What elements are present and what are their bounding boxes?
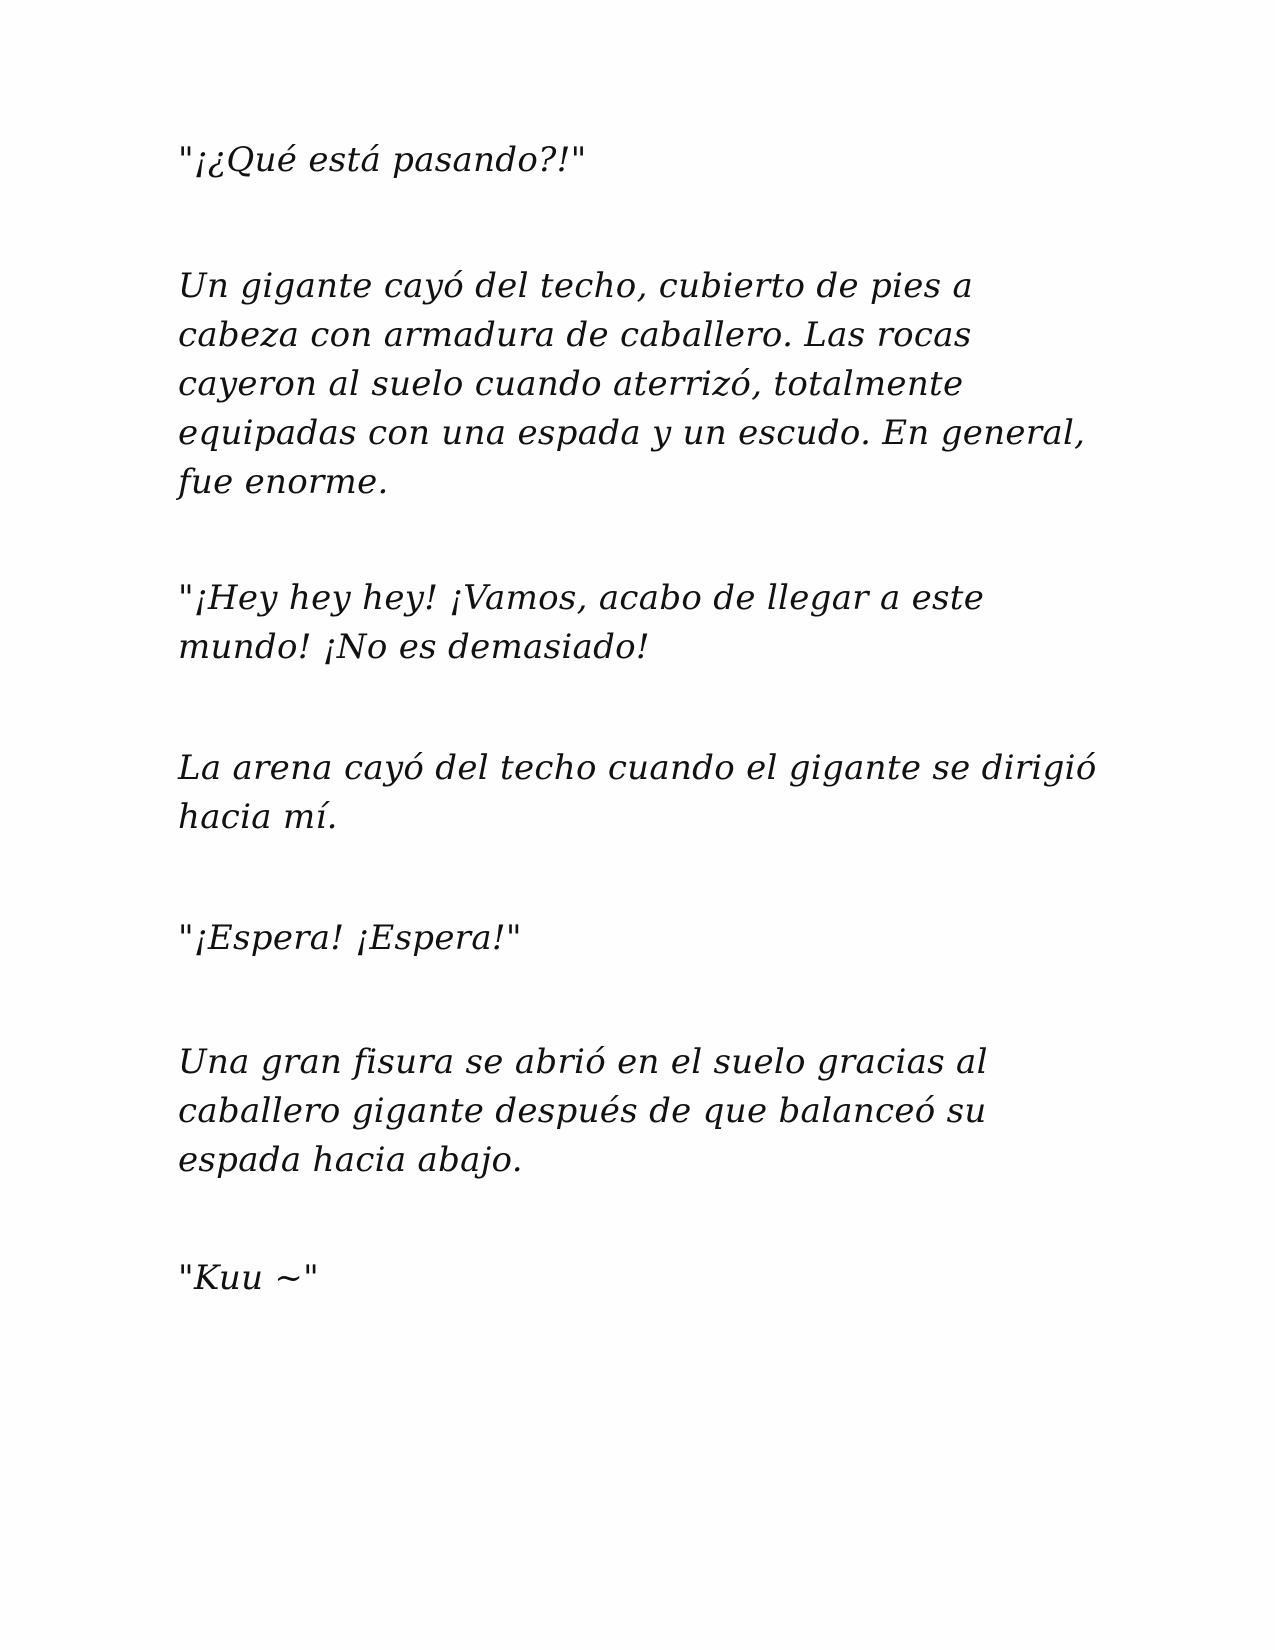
text-line: "Kuu ~"	[178, 1258, 320, 1298]
narration-paragraph	[178, 262, 1118, 507]
text-line: cabeza con armadura de caballero. Las rocas	[178, 315, 972, 355]
text-line: hacia mí.	[178, 797, 338, 837]
text-line: equipadas con una espada y un escudo. En general,	[178, 413, 1086, 453]
narration-paragraph	[178, 1038, 1118, 1185]
text-line: Un gigante cayó del techo, cubierto de pies a	[178, 266, 974, 306]
narration-paragraph	[178, 744, 1118, 842]
dialogue-paragraph	[178, 914, 1118, 963]
text-line: fue enorme.	[178, 462, 389, 502]
text-line: "¡¿Qué está pasando?!"	[178, 140, 587, 180]
text-line: Una gran fisura se abrió en el suelo gracias al	[178, 1042, 988, 1082]
text-line: caballero gigante después de que balanceó su	[178, 1091, 987, 1131]
text-line: mundo! ¡No es demasiado!	[178, 627, 650, 667]
dialogue-paragraph	[178, 136, 1118, 185]
text-line: espada hacia abajo.	[178, 1140, 523, 1180]
text-line: "¡Espera! ¡Espera!"	[178, 918, 522, 958]
text-line: cayeron al suelo cuando aterrizó, totalmente	[178, 364, 964, 404]
dialogue-paragraph	[178, 1254, 1118, 1303]
dialogue-paragraph	[178, 574, 1118, 672]
text-line: La arena cayó del techo cuando el gigante se dirigió	[178, 748, 1097, 788]
text-line: "¡Hey hey hey! ¡Vamos, acabo de llegar a este	[178, 578, 985, 618]
